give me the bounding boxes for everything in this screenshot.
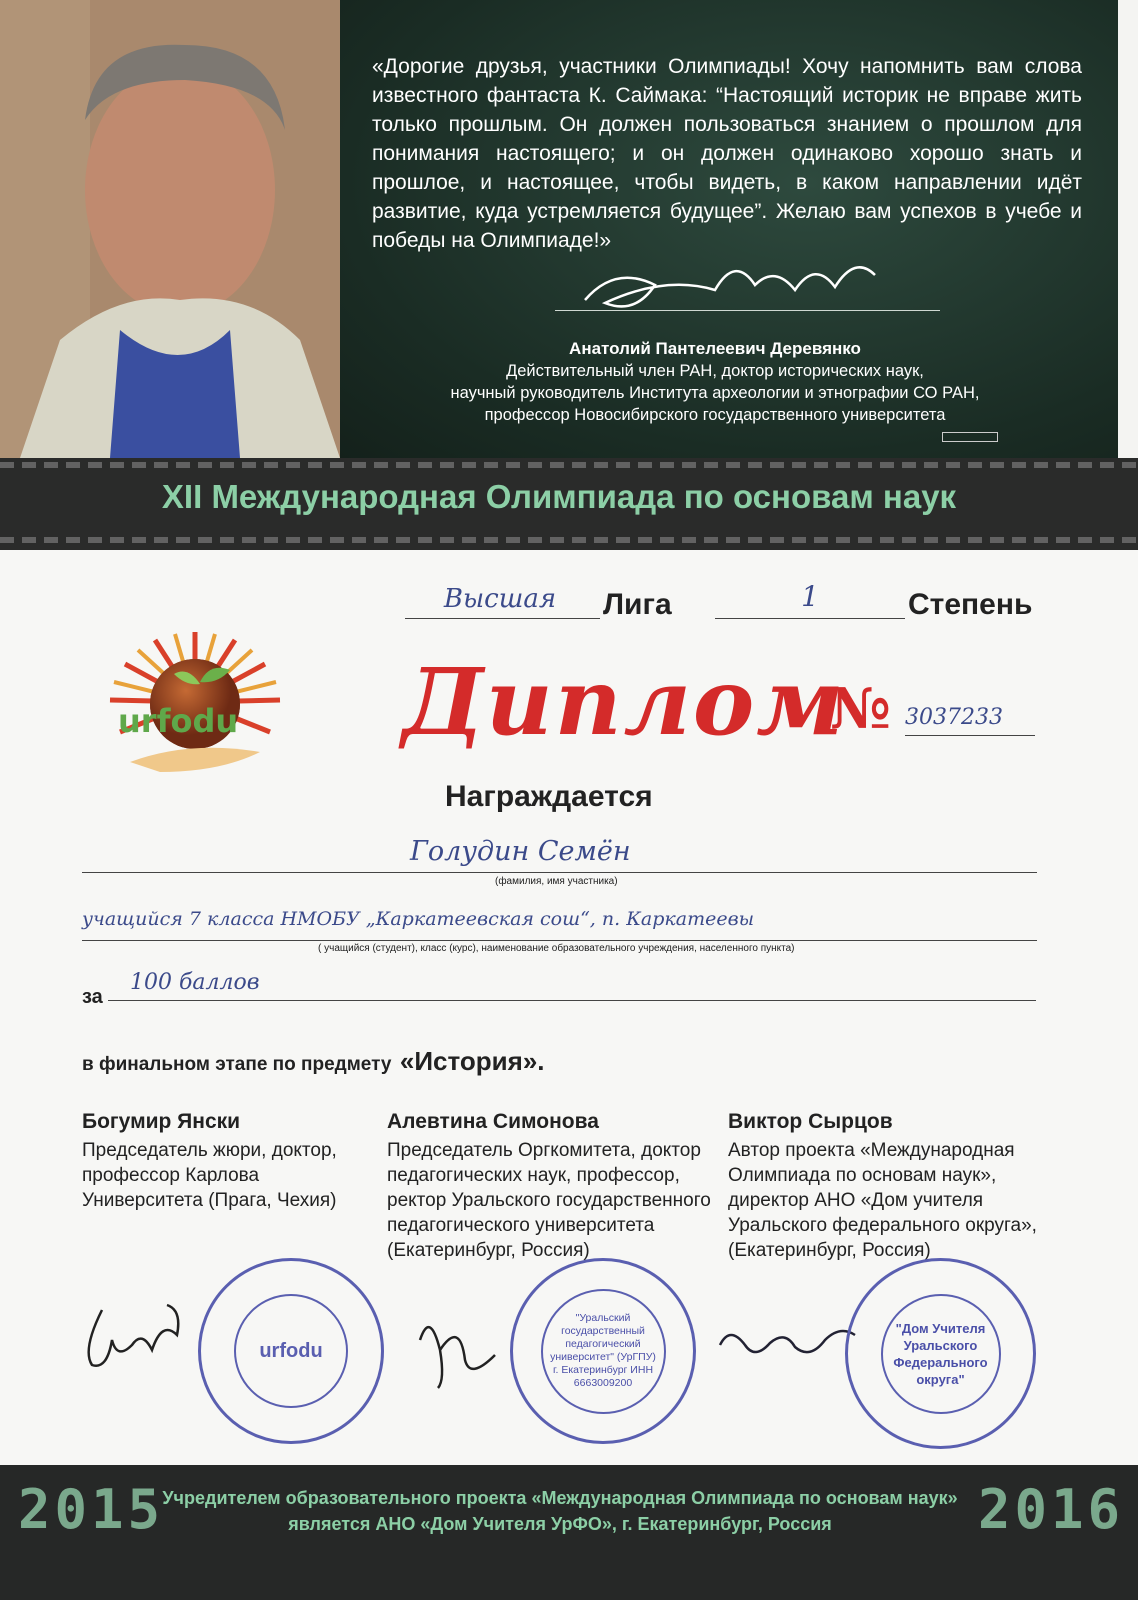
stamp-urgpu bbox=[510, 1258, 696, 1444]
stage-text: в финальном этапе по предмету bbox=[82, 1054, 392, 1075]
league-value: Высшая bbox=[443, 584, 557, 614]
diploma-number: 3037233 bbox=[905, 705, 1003, 730]
for-label: за bbox=[82, 986, 103, 1008]
year-left: 2015 bbox=[18, 1478, 165, 1541]
band-dashes-bottom bbox=[0, 537, 1138, 543]
author-title-3: профессор Новосибирского государственного университета bbox=[484, 406, 946, 424]
league-line bbox=[405, 618, 600, 619]
portrait-illustration bbox=[0, 0, 340, 458]
page-indicator bbox=[942, 432, 998, 442]
diploma-title: Диплом bbox=[402, 648, 846, 756]
awarded-label: Награждается bbox=[445, 780, 653, 813]
stamp-dom-uchitelya bbox=[845, 1258, 1036, 1449]
author-title-1: Действительный член РАН, доктор исторических наук, bbox=[506, 362, 924, 380]
degree-label: Степень bbox=[908, 588, 1033, 621]
author-signature bbox=[575, 245, 895, 320]
participant-name: Голудин Семён bbox=[410, 836, 631, 867]
league-label: Лига bbox=[603, 588, 672, 621]
signatory-1-name: Богумир Янски bbox=[82, 1110, 241, 1133]
signatory-3-title: Автор проекта «Международная Олимпиада по основам наук», директор АНО «Дом учителя Уральского федерального округа», (Екатеринбург, Россия) bbox=[728, 1140, 1037, 1261]
urfodu-logo bbox=[100, 622, 290, 782]
stamp-urfodu bbox=[198, 1258, 384, 1444]
number-line bbox=[905, 735, 1035, 736]
number-sign: № bbox=[830, 676, 891, 742]
author-title-2: научный руководитель Института археологии и этнографии СО РАН, bbox=[450, 384, 980, 402]
band-dashes-top bbox=[0, 462, 1138, 468]
school-line bbox=[82, 940, 1037, 941]
score-line bbox=[108, 1000, 1036, 1001]
signatory-1-title: Председатель жюри, доктор, профессор Карлова Университета (Прага, Чехия) bbox=[82, 1140, 337, 1211]
author-block bbox=[415, 338, 1015, 426]
name-caption: (фамилия, имя участника) bbox=[495, 876, 618, 887]
author-name: Анатолий Пантелеевич Деревянко bbox=[569, 339, 861, 358]
signature-1 bbox=[72, 1290, 192, 1380]
quote-text: «Дорогие друзья, участники Олимпиады! Хочу напомнить вам слова известного фантаста К. Саймака: “Настоящий историк не вправе жить только прошлым. Он должен пользоваться знанием о прошлом для понимания настоящего; и он должен одинаково хорошо знать и прошлое, и настоящее, чтобы видеть, в каком направлении идёт развитие, куда устремляется будущее”. Желаю вам успехов в учебе и победы на Олимпиаде!» bbox=[372, 55, 1082, 252]
subject-name: «История». bbox=[399, 1046, 545, 1076]
portrait-photo bbox=[0, 0, 340, 458]
stamp-urfodu-text: urfodu bbox=[259, 1339, 323, 1362]
score-value: 100 баллов bbox=[130, 970, 260, 995]
signatory-2-name: Алевтина Симонова bbox=[387, 1110, 599, 1133]
year-right: 2016 bbox=[978, 1478, 1125, 1541]
signature-2 bbox=[400, 1300, 510, 1390]
degree-line bbox=[715, 618, 905, 619]
footer-text bbox=[160, 1485, 960, 1537]
signature-3 bbox=[710, 1315, 860, 1375]
logo-text: urfodu bbox=[118, 702, 239, 740]
stamp-dom-text: "Дом Учителя Уральского Федерального округа" bbox=[893, 1320, 988, 1387]
stamp-urgpu-text: "Уральский государственный педагогический университет" (УрГПУ) г. Екатеринбург ИНН 6663009200 bbox=[550, 1312, 656, 1389]
school-value: учащийся 7 класса НМОБУ „Каркатеевская сош“, п. Каркатеевы bbox=[82, 908, 755, 930]
signature-line bbox=[555, 310, 940, 311]
signatory-2 bbox=[387, 1110, 712, 1263]
school-caption: ( учащийся (студент), класс (курс), наименование образовательного учреждения, населенного пункта) bbox=[318, 943, 795, 954]
olympiad-title: XII Международная Олимпиада по основам наук bbox=[161, 478, 957, 515]
degree-value: 1 bbox=[801, 580, 819, 613]
footer-line-2: является АНО «Дом Учителя УрФО», г. Екатеринбург, Россия bbox=[288, 1514, 832, 1534]
name-line bbox=[82, 872, 1037, 873]
signatory-3 bbox=[728, 1110, 1043, 1263]
signatory-2-title: Председатель Оргкомитета, доктор педагогических наук, профессор, ректор Уральского государственного педагогического университета (Екатеринбург, Россия) bbox=[387, 1140, 711, 1261]
signatory-3-name: Виктор Сырцов bbox=[728, 1110, 893, 1133]
signatory-1 bbox=[82, 1110, 352, 1213]
stage-line bbox=[82, 1046, 545, 1077]
footer-line-1: Учредителем образовательного проекта «Международная Олимпиада по основам наук» bbox=[162, 1488, 958, 1508]
